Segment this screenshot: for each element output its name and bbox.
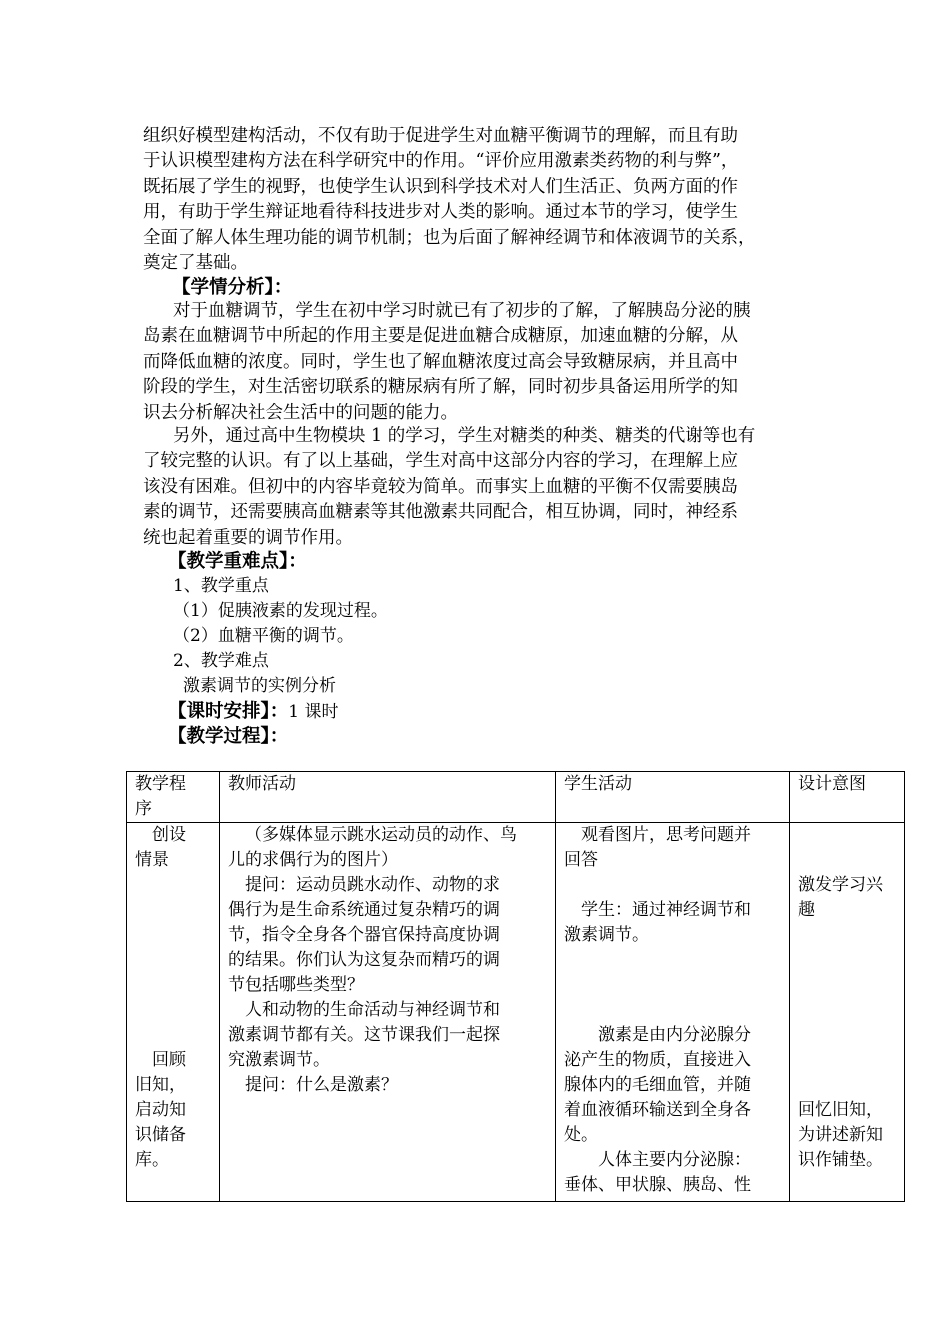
text-line: 对于血糖调节，学生在初中学习时就已有了初步的了解，了解胰岛分泌的胰 — [173, 301, 751, 321]
key-point-item: （1）促胰液素的发现过程。 — [173, 601, 388, 621]
text-line: 识去分析解决社会生活中的问题的能力。 — [143, 402, 458, 423]
section-heading-keshi — [168, 699, 339, 725]
text-line: 全面了解人体生理功能的调节机制；也为后面了解神经调节和体液调节的关系， — [143, 227, 756, 248]
program-text: 识储备 — [135, 1125, 186, 1145]
table-row — [127, 823, 905, 1202]
keshi-value: 1 课时 — [288, 702, 339, 722]
student-text: 观看图片，思考问题并 — [581, 825, 751, 845]
teacher-text: 节包括哪些类型？ — [228, 975, 364, 995]
header-teacher: 教师活动 — [220, 772, 556, 823]
text-line: 而降低血糖的浓度。同时，学生也了解血糖浓度过高会导致糖尿病，并且高中 — [143, 351, 738, 372]
teacher-text: 人和动物的生命活动与神经调节和 — [245, 1000, 500, 1020]
design-text: 为讲述新知 — [798, 1125, 883, 1145]
design-text: 识作铺垫。 — [798, 1150, 883, 1170]
design-text: 回忆旧知， — [798, 1100, 883, 1120]
text-line: 了较完整的认识。有了以上基础，学生对高中这部分内容的学习，在理解上应 — [143, 451, 738, 472]
difficult-points-title: 2、教学难点 — [173, 651, 269, 671]
program-text: 回顾 — [152, 1050, 186, 1070]
xueqing-paragraph-2 — [143, 424, 808, 551]
design-text: 激发学习兴 — [798, 875, 883, 895]
program-text: 情景 — [135, 850, 169, 870]
section-heading-guocheng: 【教学过程】： — [168, 726, 289, 747]
student-text: 垂体、甲状腺、胰岛、性 — [564, 1175, 751, 1195]
text-line: 该没有困难。但初中的内容毕竟较为简单。而事实上血糖的平衡不仅需要胰岛 — [143, 476, 738, 497]
teacher-text: 偶行为是生命系统通过复杂精巧的调 — [228, 900, 500, 920]
student-text: 人体主要内分泌腺： — [598, 1150, 751, 1170]
design-text: 趣 — [798, 900, 815, 920]
teacher-text: （多媒体显示跳水运动员的动作、鸟 — [245, 825, 517, 845]
program-cell — [127, 823, 220, 1202]
teacher-activity-cell — [220, 823, 556, 1202]
student-text: 学生：通过神经调节和 — [581, 900, 751, 920]
text-line: 岛素在血糖调节中所起的作用主要是促进血糖合成糖原，加速血糖的分解，从 — [143, 326, 738, 347]
student-text: 着血液循环输送到全身各 — [564, 1100, 751, 1120]
program-text: 启动知 — [135, 1100, 186, 1120]
header-program: 教学程 序 — [127, 772, 220, 823]
intro-paragraph — [143, 124, 808, 276]
difficult-point-item: 激素调节的实例分析 — [183, 676, 336, 696]
student-text: 激素是由内分泌腺分 — [598, 1025, 751, 1045]
text-line: 另外，通过高中生物模块 1 的学习，学生对糖类的种类、糖类的代谢等也有 — [173, 426, 756, 446]
student-text: 激素调节。 — [564, 925, 649, 945]
design-intent-cell — [790, 823, 905, 1202]
key-point-item: （2）血糖平衡的调节。 — [173, 626, 354, 646]
text-line: 统也起着重要的调节作用。 — [143, 527, 353, 548]
text-line: 用，有助于学生辩证地看待科技进步对人类的影响。通过本节的学习，使学生 — [143, 202, 738, 223]
section-heading-zhongnan: 【教学重难点】： — [168, 551, 307, 572]
student-text: 腺体内的毛细血管，并随 — [564, 1075, 751, 1095]
teacher-text: 提问：什么是激素？ — [245, 1075, 398, 1095]
key-points-title: 1、教学重点 — [173, 576, 269, 596]
program-text: 库。 — [135, 1150, 169, 1170]
teaching-process-table — [126, 771, 905, 1202]
student-text: 处。 — [564, 1125, 598, 1145]
student-text: 泌产生的物质，直接进入 — [564, 1050, 751, 1070]
header-student: 学生活动 — [556, 772, 790, 823]
teacher-text: 提问：运动员跳水动作、动物的求 — [245, 875, 500, 895]
teacher-text: 儿的求偶行为的图片） — [228, 850, 398, 870]
text-line: 组织好模型建构活动，不仅有助于促进学生对血糖平衡调节的理解，而且有助 — [143, 126, 738, 146]
text-line: 于认识模型建构方法在科学研究中的作用。“评价应用激素类药物的利与弊”， — [143, 151, 739, 172]
program-text: 旧知， — [135, 1075, 186, 1095]
student-text: 回答 — [564, 850, 598, 870]
text-line: 既拓展了学生的视野，也使学生认识到科学技术对人们生活正、负两方面的作 — [143, 176, 738, 197]
student-activity-cell — [556, 823, 790, 1202]
keshi-heading-text: 【课时安排】： — [168, 701, 289, 722]
xueqing-paragraph-1 — [143, 299, 808, 426]
text-line: 阶段的学生，对生活密切联系的糖尿病有所了解，同时初步具备运用所学的知 — [143, 377, 738, 398]
section-heading-xueqing: 【学情分析】： — [172, 277, 293, 298]
teacher-text: 的结果。你们认为这复杂而精巧的调 — [228, 950, 500, 970]
text-line: 素的调节，还需要胰高血糖素等其他激素共同配合，相互协调，同时，神经系 — [143, 502, 738, 523]
header-design: 设计意图 — [790, 772, 905, 823]
program-text: 创设 — [152, 825, 186, 845]
table-header-row — [127, 772, 905, 823]
teacher-text: 激素调节都有关。这节课我们一起探 — [228, 1025, 500, 1045]
teacher-text: 究激素调节。 — [228, 1050, 330, 1070]
text-line: 奠定了基础。 — [143, 253, 248, 274]
teacher-text: 节，指令全身各个器官保持高度协调 — [228, 925, 500, 945]
